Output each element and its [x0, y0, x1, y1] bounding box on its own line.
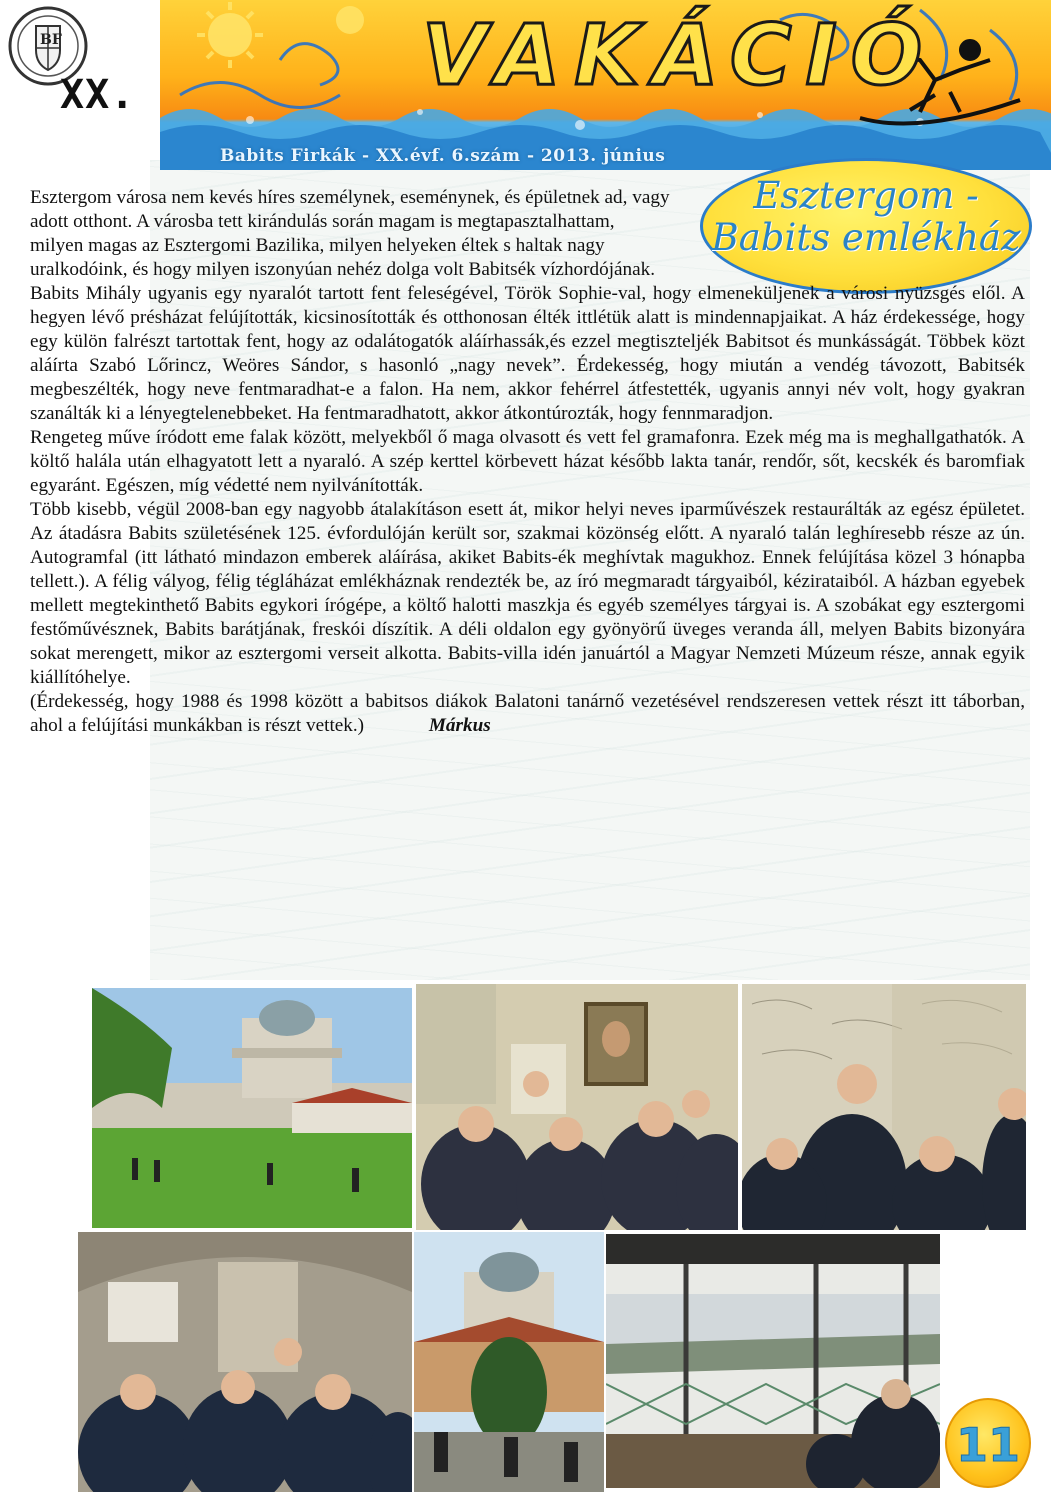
page-number — [945, 1398, 1031, 1488]
header-banner — [160, 0, 1051, 170]
article-footnote: (Érdekesség, hogy 1988 és 1998 között a babitsos diákok Balatoni tanárnő vezetésével rendszeresen vettek részt itt táborban, ahol a felújítási munkákban is részt vettek.) — [30, 691, 1025, 736]
photo-basilica-courtyard — [414, 1232, 604, 1492]
article-paragraph: Több kisebb, végül 2008-ban egy nagyobb átalakításon esett át, mikor helyi neves iparművészek restaurálták az egész épületet. Az átadásra Babits születésének 125. évfordulóján került sor, szakmai közönség előtt. A nyaraló talán leghíresebb része az ún. Autogramfal (itt látható mindazon emberek aláírása, akiket Babits-ék meghívtak magukhoz. Ennek felújítása közel 3 hónapba tellett.). A félig vályog, félig tégláházat emlékháznak rendezték be, az író megmaradt tárgyaiból, kézirataiból. A házban egyebek mellett megtekinthető Babits egykori írógépe, a költő halotti maszkja és egyéb személyes tárgyai is. A szobákat egy esztergomi festőművésznek, Babits barátjának, freskói díszítik. A déli oldalon egy gyönyörű üveges veranda áll, melyen Babits bizonyára sokat merengett, mikor az esztergomi verseit alkotta. Babits-villa idén januártól a Magyar Nemzeti Múzeum része, annak egyik kiállítóhelye. — [30, 499, 1025, 688]
banner-subtitle: Babits Firkák - XX.évf. 6.szám - 2013. június — [220, 146, 666, 166]
article-intro: Esztergom városa nem kevés híres személynek, eseménynek, és épületnek ad, vagy adott otthont. A városba tett kirándulás során magam is megtapasztalhattam, milyen magas az Esztergomi Bazilika, milyen helyeken éltek s haltak nagy uralkodóink, és hogy milyen iszonyúan nehéz dolga volt Babitsék vízhordójának. — [30, 187, 670, 280]
article-paragraph: Babits Mihály ugyanis egy nyaralót tartott fent feleségével, Török Sophie-val, hogy elmeneküljenek a városi nyüzsgés elől. A hegyen lévő présházat felújították, kicsinosították és otthonosan élték ittlétük alatt is mindennapjaikat. A ház érdekessége, hogy egy külön falrészt tartottak fent, hogy az odalátogatók aláírhassák,és ezzel megtiszteljék Babitsot és munkásságát. Többek közt aláírta Szabó Lőrincz, Weöres Sándor, s hasonló „nagy nevek”. Érdekesség, hogy miután a vendég távozott, Babitsék megbeszélték, hogy neve fentmaradhat-e a falon. Ha nem, akkor fehérrel átfestették, ugyanis annyi név volt, hogy gyakran szanálták ki a lényegtelenebbeket. Ha fentmaradhatott, akkor átkontúrozták, hogy fennmaradjon. — [30, 283, 1025, 424]
photo-students-room — [416, 984, 738, 1230]
article-author: Márkus — [428, 715, 491, 736]
article-title-line1: Esztergom - — [753, 174, 979, 217]
sun-icon — [336, 6, 364, 34]
crest-letters: BF — [40, 32, 62, 48]
page-number-text: 11 — [955, 1418, 1020, 1472]
photo-veranda-view — [606, 1234, 940, 1488]
banner-title: VAKÁCIÓ — [422, 6, 937, 104]
article-body — [30, 186, 1025, 738]
photo-students-signature-wall — [742, 984, 1026, 1230]
article-paragraph: Rengeteg műve íródott eme falak között, melyekből ő maga olvasott és vett fel gramafonra. Ezek még ma is meghallgathatók. A költő halála után elhagyatott lett a nyaraló. A szép kerttel körbevett házat később lakta tanár, rendőr, sőt, kecskék és baromfiak egyaránt. Egészen, míg védetté nem nyilvánították. — [30, 427, 1025, 496]
photo-basilica-garden — [92, 988, 412, 1228]
article-paragraph — [30, 690, 1025, 738]
article-title-line2: Babits emlékház — [711, 216, 1021, 259]
issue-number: XX. — [60, 72, 136, 118]
sun-icon — [197, 2, 263, 68]
photo-museum-entrance — [78, 1232, 412, 1492]
